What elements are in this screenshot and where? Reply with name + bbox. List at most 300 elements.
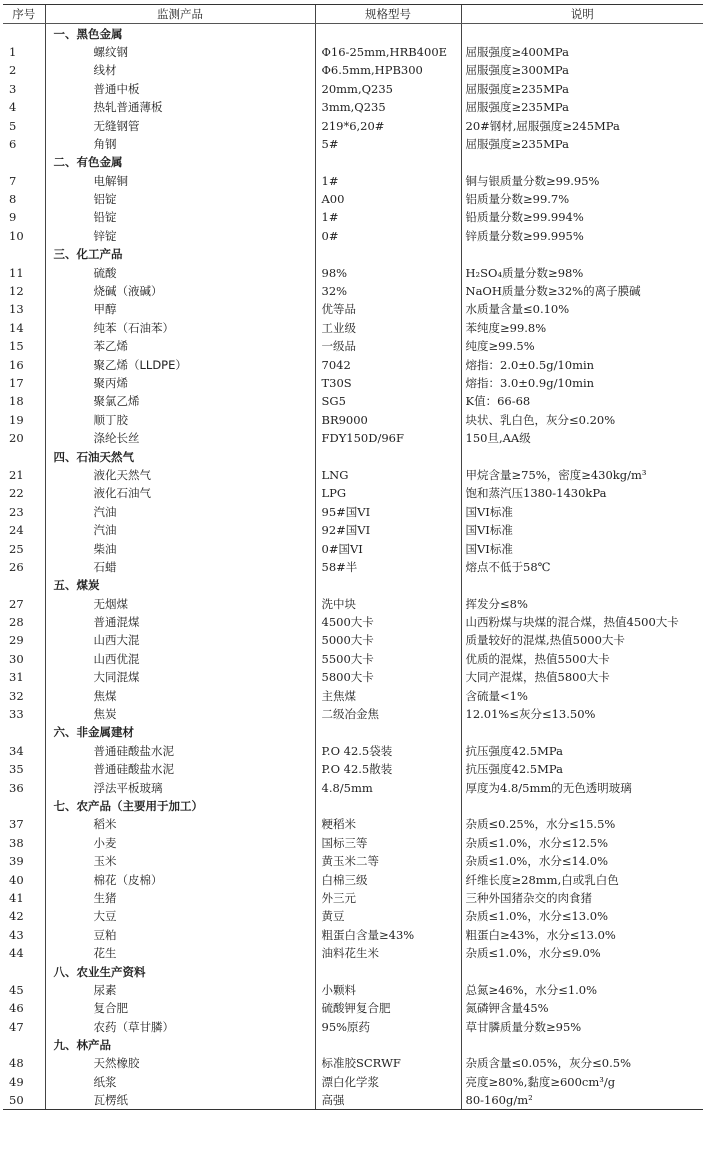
cell-product: 石蜡 (45, 558, 315, 576)
cell-note: 熔点不低于58℃ (461, 558, 703, 576)
cell-product: 尿素 (45, 981, 315, 999)
cell-product: 液化石油气 (45, 484, 315, 502)
cell-note: 含硫量<1% (461, 686, 703, 704)
cell-note: 块状、乳白色，灰分≤0.20% (461, 411, 703, 429)
cell-no: 2 (9, 63, 17, 78)
table-row (3, 190, 703, 208)
cell-note: H₂SO₄质量分数≥98% (461, 263, 703, 281)
cell-spec: 高强 (315, 1091, 461, 1110)
cell-no: 29 (9, 633, 24, 648)
cell-product: 铝锭 (45, 190, 315, 208)
table-row (3, 907, 703, 925)
table-row (3, 613, 703, 631)
cell-note: 屈服强度≥235MPa (461, 98, 703, 116)
cell-no: 42 (9, 909, 24, 924)
cell-no: 22 (9, 486, 24, 501)
cell-product: 大豆 (45, 907, 315, 925)
cell-note: 氮磷钾含量45% (461, 999, 703, 1017)
table-row (3, 926, 703, 944)
cell-no: 17 (9, 376, 24, 390)
cell-spec: 白棉三级 (315, 870, 461, 888)
cell-spec: 5800大卡 (315, 668, 461, 686)
cell-spec: 国标三等 (315, 834, 461, 852)
cell-spec (315, 153, 461, 171)
cell-spec: 3mm,Q235 (315, 98, 461, 116)
table-row (3, 834, 703, 852)
cell-no (3, 153, 45, 171)
cell-product: 无烟煤 (45, 595, 315, 613)
cell-spec: 漂白化学浆 (315, 1073, 461, 1091)
cell-no: 32 (9, 688, 24, 703)
table-row (3, 852, 703, 870)
cell-spec: 4.8/5mm (315, 778, 461, 796)
cell-product: 山西大混 (45, 631, 315, 649)
table-row (3, 686, 703, 704)
cell-product: 烧碱（液碱） (45, 282, 315, 300)
category-row (3, 447, 703, 465)
table-row (3, 208, 703, 226)
cell-note: 抗压强度42.5MPa (461, 742, 703, 760)
cell-note: 屈服强度≥235MPa (461, 80, 703, 98)
table-row (3, 116, 703, 134)
cell-no: 25 (9, 541, 24, 556)
cell-spec: P.O 42.5袋装 (315, 742, 461, 760)
cell-note: 苯纯度≥99.8% (461, 319, 703, 337)
cell-note (461, 962, 703, 980)
cell-no: 23 (9, 504, 24, 519)
table-row (3, 521, 703, 539)
table-row (3, 484, 703, 502)
cell-spec: 95%原药 (315, 1017, 461, 1035)
cell-note: 杂质≤1.0%，水分≤14.0% (461, 852, 703, 870)
cell-note: 优质的混煤，热值5500大卡 (461, 650, 703, 668)
cell-no: 37 (9, 817, 24, 832)
cell-product: 普通中板 (45, 80, 315, 98)
cell-spec (315, 245, 461, 263)
table-row (3, 631, 703, 649)
cell-product: 生猪 (45, 889, 315, 907)
cell-note: 质量较好的混煤,热值5000大卡 (461, 631, 703, 649)
cell-no: 49 (9, 1074, 24, 1089)
cell-spec: 小颗料 (315, 981, 461, 999)
table-row (3, 558, 703, 576)
cell-spec (315, 447, 461, 465)
cell-product: 汽油 (45, 521, 315, 539)
table-row (3, 944, 703, 962)
cell-no: 8 (9, 192, 17, 207)
cell-spec: 20mm,Q235 (315, 80, 461, 98)
cell-spec: FDY150D/96F (315, 429, 461, 447)
cell-no: 46 (9, 1001, 24, 1016)
cell-product: 小麦 (45, 834, 315, 852)
cell-product: 聚氯乙烯 (45, 392, 315, 410)
cell-spec: 0# (315, 227, 461, 245)
cell-no (3, 576, 45, 594)
cell-no: 28 (9, 615, 24, 630)
cell-no: 9 (9, 210, 17, 225)
cell-note: 国VI标准 (461, 503, 703, 521)
table-row (3, 650, 703, 668)
cell-no: 41 (9, 890, 24, 905)
cell-note: 铝质量分数≥99.7% (461, 190, 703, 208)
header-product: 监测产品 (45, 5, 315, 24)
category-label: 一、黑色金属 (45, 24, 315, 43)
category-row (3, 576, 703, 594)
cell-spec: 黄豆 (315, 907, 461, 925)
category-label: 五、煤炭 (45, 576, 315, 594)
cell-spec: 5# (315, 135, 461, 153)
cell-no: 30 (9, 651, 24, 666)
cell-no (3, 723, 45, 741)
table-row (3, 705, 703, 723)
table-row (3, 1054, 703, 1072)
cell-spec (315, 723, 461, 741)
cell-no: 44 (9, 946, 24, 961)
cell-no (3, 447, 45, 465)
cell-note: 杂质≤1.0%，水分≤13.0% (461, 907, 703, 925)
table-row (3, 263, 703, 281)
table-row (3, 227, 703, 245)
cell-note (461, 1036, 703, 1054)
cell-note: 屈服强度≥300MPa (461, 61, 703, 79)
cell-product: 稻米 (45, 815, 315, 833)
category-row (3, 1036, 703, 1054)
cell-spec: 主焦煤 (315, 686, 461, 704)
cell-no (3, 1036, 45, 1054)
category-row (3, 962, 703, 980)
table-row (3, 889, 703, 907)
cell-note: 挥发分≤8% (461, 595, 703, 613)
cell-product: 苯乙烯 (45, 337, 315, 355)
cell-no: 10 (9, 228, 24, 243)
cell-no: 3 (9, 81, 17, 96)
cell-no: 11 (9, 265, 24, 280)
table-row (3, 815, 703, 833)
header-no: 序号 (3, 5, 45, 24)
cell-product: 涤纶长丝 (45, 429, 315, 447)
cell-spec: 92#国VI (315, 521, 461, 539)
cell-note: 国VI标准 (461, 539, 703, 557)
cell-spec: 二级冶金焦 (315, 705, 461, 723)
cell-product: 普通硅酸盐水泥 (45, 760, 315, 778)
cell-no: 21 (9, 467, 24, 482)
cell-no: 36 (9, 780, 24, 795)
cell-product: 普通混煤 (45, 613, 315, 631)
cell-product: 大同混煤 (45, 668, 315, 686)
cell-spec: 0#国VI (315, 539, 461, 557)
cell-spec: 7042 (315, 355, 461, 373)
cell-product: 豆粕 (45, 926, 315, 944)
cell-no: 47 (9, 1019, 24, 1034)
cell-no: 34 (9, 743, 24, 758)
cell-no: 14 (9, 320, 24, 335)
cell-product: 焦煤 (45, 686, 315, 704)
cell-product: 无缝钢管 (45, 116, 315, 134)
table-row (3, 1017, 703, 1035)
cell-note: 12.01%≤灰分≤13.50% (461, 705, 703, 723)
cell-product: 棉花（皮棉） (45, 870, 315, 888)
table-row (3, 595, 703, 613)
cell-product: 纸浆 (45, 1073, 315, 1091)
cell-note: 亮度≥80%,黏度≥600cm³/g (461, 1073, 703, 1091)
cell-no: 26 (9, 559, 24, 574)
cell-no (3, 797, 45, 815)
cell-product: 焦炭 (45, 705, 315, 723)
table-row (3, 503, 703, 521)
cell-note: 熔指：2.0±0.5g/10min (461, 355, 703, 373)
category-label: 七、农产品（主要用于加工） (45, 797, 315, 815)
table-body (3, 24, 703, 1110)
category-label: 八、农业生产资料 (45, 962, 315, 980)
cell-note (461, 245, 703, 263)
category-row (3, 245, 703, 263)
table-row (3, 466, 703, 484)
cell-note: 甲烷含量≥75%，密度≥430kg/m³ (461, 466, 703, 484)
cell-note: 杂质≤1.0%，水分≤9.0% (461, 944, 703, 962)
table-row (3, 319, 703, 337)
cell-product: 液化天然气 (45, 466, 315, 484)
table-row (3, 778, 703, 796)
cell-spec (315, 576, 461, 594)
cell-spec: 95#国VI (315, 503, 461, 521)
cell-spec: 219*6,20# (315, 116, 461, 134)
table-row (3, 870, 703, 888)
cell-note: 150旦,AA级 (461, 429, 703, 447)
cell-spec: 1# (315, 172, 461, 190)
cell-note: 杂质≤1.0%，水分≤12.5% (461, 834, 703, 852)
table-row (3, 981, 703, 999)
cell-note (461, 24, 703, 43)
cell-product: 普通硅酸盐水泥 (45, 742, 315, 760)
cell-note: 草甘膦质量分数≥95% (461, 1017, 703, 1035)
cell-product: 铅锭 (45, 208, 315, 226)
cell-product: 锌锭 (45, 227, 315, 245)
cell-spec: 98% (315, 263, 461, 281)
cell-no: 15 (9, 339, 24, 354)
category-row (3, 24, 703, 43)
cell-spec: A00 (315, 190, 461, 208)
table-header-row (3, 5, 703, 24)
cell-no: 35 (9, 762, 24, 777)
category-label: 九、林产品 (45, 1036, 315, 1054)
cell-no: 20 (9, 431, 24, 446)
cell-product: 汽油 (45, 503, 315, 521)
cell-note: 水质量含量≤0.10% (461, 300, 703, 318)
table-row (3, 374, 703, 392)
cell-note: NaOH质量分数≥32%的离子膜碱 (461, 282, 703, 300)
cell-no: 4 (9, 100, 17, 115)
table-row (3, 172, 703, 190)
cell-product: 花生 (45, 944, 315, 962)
cell-product: 玉米 (45, 852, 315, 870)
category-row (3, 797, 703, 815)
cell-spec: 标准胶SCRWF (315, 1054, 461, 1072)
cell-note: 国VI标准 (461, 521, 703, 539)
header-spec: 规格型号 (315, 5, 461, 24)
cell-note (461, 797, 703, 815)
cell-product: 角钢 (45, 135, 315, 153)
table-row (3, 43, 703, 61)
cell-note: 铅质量分数≥99.994% (461, 208, 703, 226)
cell-spec: 洗中块 (315, 595, 461, 613)
category-row (3, 153, 703, 171)
cell-note: 厚度为4.8/5mm的无色透明玻璃 (461, 778, 703, 796)
cell-product: 瓦楞纸 (45, 1091, 315, 1110)
table-row (3, 1091, 703, 1110)
cell-spec (315, 24, 461, 43)
cell-note: K值：66-68 (461, 392, 703, 410)
cell-no: 50 (3, 1091, 45, 1110)
cell-product: 线材 (45, 61, 315, 79)
cell-product: 硫酸 (45, 263, 315, 281)
table-row (3, 337, 703, 355)
cell-product: 柴油 (45, 539, 315, 557)
cell-spec: Φ16-25mm,HRB400E (315, 43, 461, 61)
cell-no: 7 (9, 173, 17, 188)
cell-product: 螺纹钢 (45, 43, 315, 61)
cell-note: 熔指：3.0±0.9g/10min (461, 374, 703, 392)
table-row (3, 1073, 703, 1091)
cell-spec: 5500大卡 (315, 650, 461, 668)
cell-note: 抗压强度42.5MPa (461, 760, 703, 778)
cell-spec: SG5 (315, 392, 461, 410)
cell-note: 锌质量分数≥99.995% (461, 227, 703, 245)
cell-spec (315, 797, 461, 815)
cell-spec: T30S (315, 374, 461, 392)
cell-spec: 硫酸钾复合肥 (315, 999, 461, 1017)
cell-spec: 32% (315, 282, 461, 300)
cell-spec: 粳稻米 (315, 815, 461, 833)
cell-spec: Φ6.5mm,HPB300 (315, 61, 461, 79)
cell-spec: 5000大卡 (315, 631, 461, 649)
cell-product: 纯苯（石油苯） (45, 319, 315, 337)
table-row (3, 61, 703, 79)
table-row (3, 392, 703, 410)
cell-product: 顺丁胶 (45, 411, 315, 429)
cell-product: 浮法平板玻璃 (45, 778, 315, 796)
table-row (3, 411, 703, 429)
cell-product: 聚乙烯（LLDPE） (45, 355, 315, 373)
table-row (3, 668, 703, 686)
cell-spec: LPG (315, 484, 461, 502)
table-row (3, 355, 703, 373)
cell-product: 山西优混 (45, 650, 315, 668)
cell-no: 48 (9, 1056, 24, 1071)
cell-product: 复合肥 (45, 999, 315, 1017)
cell-spec: BR9000 (315, 411, 461, 429)
cell-spec: P.O 42.5散装 (315, 760, 461, 778)
cell-product: 热轧普通薄板 (45, 98, 315, 116)
category-label: 四、石油天然气 (45, 447, 315, 465)
cell-spec (315, 1036, 461, 1054)
table-row (3, 760, 703, 778)
cell-no (3, 24, 45, 43)
cell-product: 电解铜 (45, 172, 315, 190)
table-row (3, 539, 703, 557)
cell-note: 纯度≥99.5% (461, 337, 703, 355)
cell-note: 纤维长度≥28mm,白或乳白色 (461, 870, 703, 888)
table-row (3, 98, 703, 116)
table-row (3, 135, 703, 153)
cell-spec: 58#半 (315, 558, 461, 576)
cell-spec: 黄玉米二等 (315, 852, 461, 870)
cell-no (3, 962, 45, 980)
cell-note: 三种外国猪杂交的肉食猪 (461, 889, 703, 907)
cell-note (461, 153, 703, 171)
cell-spec: LNG (315, 466, 461, 484)
cell-note: 饱和蒸汽压1380-1430kPa (461, 484, 703, 502)
header-note: 说明 (461, 5, 703, 24)
cell-no: 45 (9, 982, 24, 997)
table-row (3, 300, 703, 318)
category-label: 六、非金属建材 (45, 723, 315, 741)
cell-no: 38 (9, 835, 24, 850)
cell-note: 山西粉煤与块煤的混合煤，热值4500大卡 (461, 613, 703, 631)
cell-no: 39 (9, 854, 24, 869)
cell-spec: 4500大卡 (315, 613, 461, 631)
category-row (3, 723, 703, 741)
monitoring-table (3, 4, 703, 1110)
cell-no: 43 (9, 927, 24, 942)
cell-spec: 一级品 (315, 337, 461, 355)
cell-spec (315, 962, 461, 980)
cell-note: 铜与银质量分数≥99.95% (461, 172, 703, 190)
category-label: 二、有色金属 (45, 153, 315, 171)
cell-no: 33 (9, 707, 24, 722)
cell-no: 27 (9, 596, 24, 611)
cell-note: 屈服强度≥400MPa (461, 43, 703, 61)
cell-no (3, 245, 45, 263)
cell-product: 聚丙烯 (45, 374, 315, 392)
cell-no: 6 (9, 136, 17, 151)
cell-note (461, 447, 703, 465)
cell-note: 20#钢材,屈服强度≥245MPa (461, 116, 703, 134)
cell-note (461, 576, 703, 594)
cell-spec: 粗蛋白含量≥43% (315, 926, 461, 944)
cell-spec: 外三元 (315, 889, 461, 907)
cell-product: 甲醇 (45, 300, 315, 318)
table-row (3, 742, 703, 760)
cell-no: 40 (9, 872, 24, 887)
cell-no: 12 (9, 284, 24, 299)
cell-product: 农药（草甘膦） (45, 1017, 315, 1035)
cell-note: 粗蛋白≥43%，水分≤13.0% (461, 926, 703, 944)
category-label: 三、化工产品 (45, 245, 315, 263)
table-row (3, 282, 703, 300)
cell-note (461, 723, 703, 741)
table-row (3, 80, 703, 98)
cell-no: 13 (9, 302, 24, 317)
cell-no: 1 (9, 44, 17, 59)
cell-no: 19 (9, 412, 24, 427)
cell-note: 杂质≤0.25%，水分≤15.5% (461, 815, 703, 833)
cell-no: 31 (9, 670, 24, 685)
cell-no: 5 (9, 118, 17, 133)
cell-note: 杂质含量≤0.05%，灰分≤0.5% (461, 1054, 703, 1072)
cell-no: 18 (9, 394, 24, 409)
cell-note: 大同产混煤，热值5800大卡 (461, 668, 703, 686)
cell-note: 总氮≥46%，水分≤1.0% (461, 981, 703, 999)
cell-note: 80-160g/m² (461, 1091, 703, 1110)
cell-product: 天然橡胶 (45, 1054, 315, 1072)
cell-spec: 1# (315, 208, 461, 226)
cell-spec: 油料花生米 (315, 944, 461, 962)
cell-no: 16 (9, 357, 24, 372)
table-row (3, 429, 703, 447)
cell-spec: 工业级 (315, 319, 461, 337)
table-row (3, 999, 703, 1017)
cell-note: 屈服强度≥235MPa (461, 135, 703, 153)
